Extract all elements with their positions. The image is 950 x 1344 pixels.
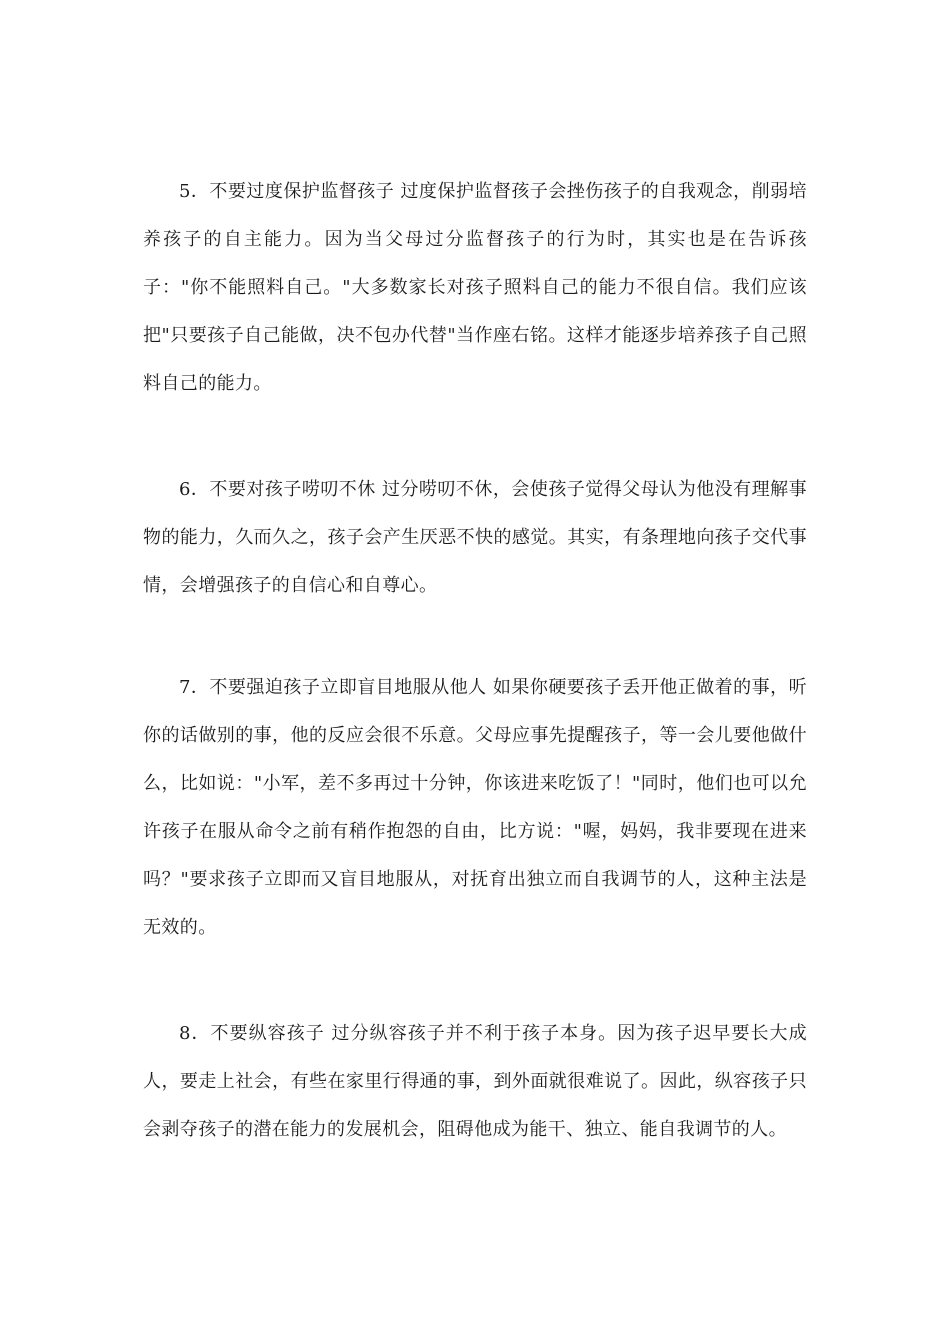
paragraph-item-6: 6．不要对孩子唠叨不休 过分唠叨不休，会使孩子觉得父母认为他没有理解事物的能力，久而久之，孩子会产生厌恶不快的感觉。其实，有条理地向孩子交代事情，会增强孩子的自信心和自尊心。 <box>143 479 807 596</box>
paragraph-item-5: 5．不要过度保护监督孩子 过度保护监督孩子会挫伤孩子的自我观念，削弱培养孩子的自主能力。因为当父母过分监督孩子的行为时，其实也是在告诉孩子："你不能照料自己。"大多数家长对孩子照料自己的能力不很自信。我们应该把"只要孩子自己能做，决不包办代替"当作座右铭。这样才能逐步培养孩子自己照料自己的能力。 <box>143 181 807 394</box>
paragraph-item-7: 7．不要强迫孩子立即盲目地服从他人 如果你硬要孩子丢开他正做着的事，听你的话做别的事，他的反应会很不乐意。父母应事先提醒孩子，等一会儿要他做什么，比如说："小军，差不多再过十分钟，你该进来吃饭了！"同时，他们也可以允许孩子在服从命令之前有稍作抱怨的自由，比方说："喔，妈妈，我非要现在进来吗？"要求孩子立即而又盲目地服从，对抚育出独立而自我调节的人，这种主法是无效的。 <box>143 677 807 938</box>
paragraph-item-8: 8．不要纵容孩子 过分纵容孩子并不利于孩子本身。因为孩子迟早要长大成人，要走上社会，有些在家里行得通的事，到外面就很难说了。因此，纵容孩子只会剥夺孩子的潜在能力的发展机会，阻碍他成为能干、独立、能自我调节的人。 <box>143 1023 807 1140</box>
